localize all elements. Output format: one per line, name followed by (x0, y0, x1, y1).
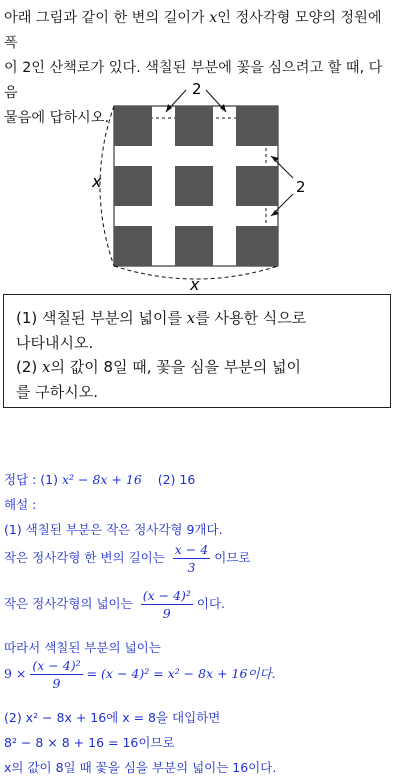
answer-label: 정답 : (1) (4, 472, 62, 487)
dimension-curve-left (100, 106, 114, 266)
fraction-denominator: 3 (187, 560, 196, 575)
explain-line-7: 8² − 8 × 8 + 16 = 16이므로 (4, 735, 175, 750)
flower-bed (236, 226, 278, 266)
flower-bed (175, 226, 213, 266)
explain-line-6: (2) x² − 8x + 16에 x = 8을 대입하면 (4, 710, 221, 725)
fraction-total (30, 658, 82, 691)
flower-bed (236, 106, 278, 146)
flower-bed (175, 166, 213, 206)
problem-line1b: 인 정사각형 모양의 정원에 폭 (4, 10, 382, 51)
flower-bed (236, 166, 278, 206)
answer-2: (2) 16 (157, 472, 196, 487)
explain-3-text: 작은 정사각형의 넓이는 (4, 596, 133, 611)
flower-bed (114, 166, 152, 206)
explain-2-suffix: 이므로 (214, 550, 251, 565)
answer-1-expr: x² − 8x + 16 (62, 472, 142, 487)
explain-line-3 (4, 588, 396, 621)
flower-bed (175, 106, 213, 146)
fraction-numerator: x − 4 (174, 542, 209, 557)
label-path-width-right: 2 (296, 178, 306, 196)
label-side-left: x (92, 172, 102, 191)
fraction-denominator: 9 (162, 606, 171, 621)
fraction-numerator: (x − 4)² (32, 658, 81, 673)
q2-suffix: 의 값이 8일 때, 꽃을 심을 부분의 넓이 (50, 358, 302, 376)
problem-var-x: x (209, 10, 218, 26)
questions-box (3, 294, 391, 408)
q1-var: x (186, 309, 196, 327)
q1-line2: 나타내시오. (16, 333, 94, 352)
flower-bed (114, 106, 152, 146)
answer-line (4, 470, 396, 488)
explain-3-suffix: 이다. (196, 596, 225, 611)
q2-var: x (42, 358, 51, 376)
label-path-width-top: 2 (192, 80, 202, 98)
fraction-side-length (173, 542, 210, 575)
explain-5-suffix: = (x − 4)² = x² − 8x + 16이다. (86, 666, 276, 681)
flower-beds (114, 106, 278, 266)
problem-line1a: 아래 그림과 같이 한 변의 길이가 (4, 10, 210, 26)
garden-figure (0, 0, 400, 295)
explain-label: 해설 : (4, 497, 37, 512)
explain-line-1: (1) 색칠된 부분은 작은 정사각형 9개다. (4, 522, 223, 537)
explain-line-2 (4, 542, 396, 575)
q1-prefix: (1) 색칠된 부분의 넓이를 (16, 309, 187, 327)
problem-line2: 이 2인 산책로가 있다. 색칠된 부분에 꽃을 심으려고 할 때, 다음 (4, 60, 383, 101)
fraction-small-area (141, 588, 193, 621)
arrowhead (220, 104, 226, 112)
label-side-bottom: x (190, 275, 200, 294)
q1-suffix: 를 사용한 식으로 (195, 309, 307, 327)
fraction-numerator: (x − 4)² (142, 588, 191, 603)
arrowhead (166, 104, 172, 112)
problem-line3: 물음에 답하시오. (4, 110, 109, 126)
explain-line-4: 따라서 색칠된 부분의 넓이는 (4, 640, 161, 655)
explain-line-5 (4, 658, 396, 691)
explain-line-8: x의 값이 8일 때 꽃을 심을 부분의 넓이는 16이다. (4, 760, 277, 775)
explain-2-text: 작은 정사각형 한 변의 길이는 (4, 550, 165, 565)
explain-5-prefix: 9 × (4, 666, 27, 681)
q2-prefix: (2) (16, 358, 43, 376)
fraction-denominator: 9 (52, 676, 61, 691)
flower-bed (114, 226, 152, 266)
q2-line2: 를 구하시오. (16, 382, 98, 401)
